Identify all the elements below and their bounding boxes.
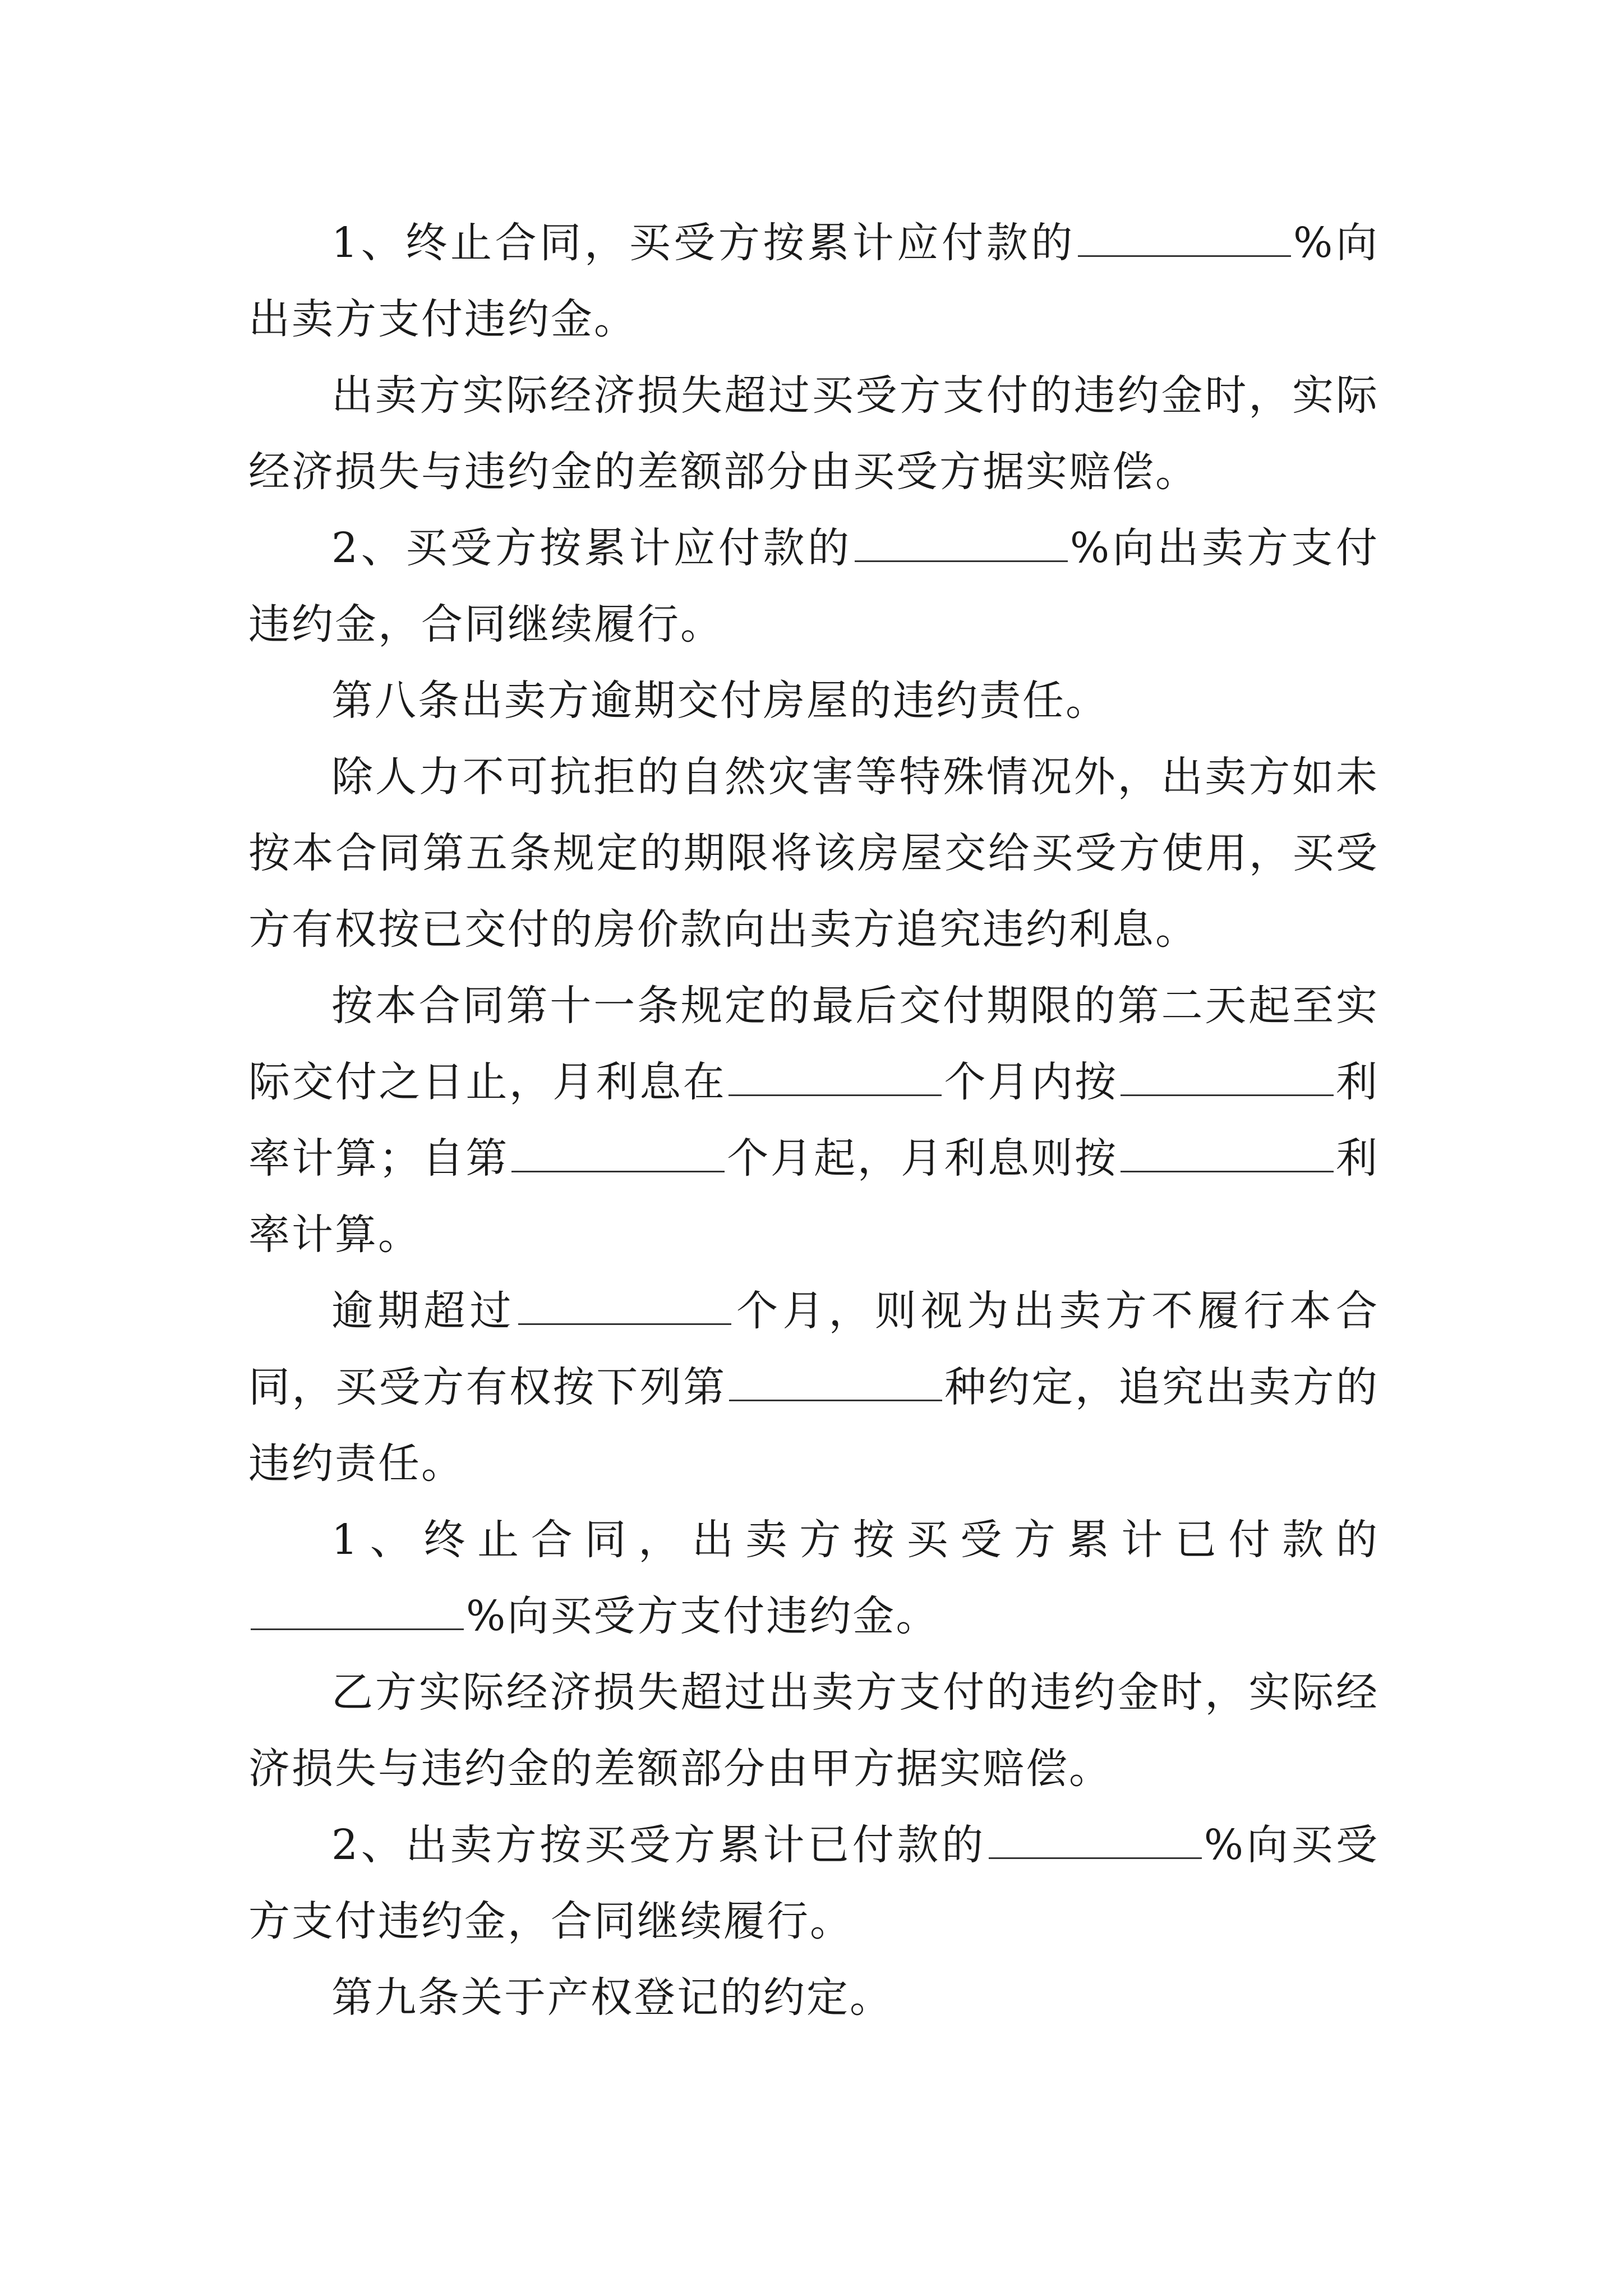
text-segment: 利率计算；自第	[248, 1058, 1380, 1182]
paragraph-9	[248, 1654, 1379, 1807]
text-segment: 除人力不可抗拒的自然灾害等特殊情况外，出卖方如未按本合同第五条规定的期限将该房屋交给买受方使用，买受方有权按已交付的房价款向出卖方追究违约利息。	[248, 753, 1379, 954]
text-segment: 逾期超过	[331, 1287, 516, 1335]
text-segment: %向出卖方支付违约金，合同继续履行。	[248, 524, 1379, 648]
fill-in-blank[interactable]	[989, 1824, 1202, 1859]
paragraph-7	[248, 1273, 1379, 1502]
fill-in-blank[interactable]	[729, 1366, 942, 1401]
text-segment: %向买受方支付违约金，合同继续履行。	[248, 1821, 1379, 1945]
text-segment: 2、出卖方按买受方累计已付款的	[331, 1821, 986, 1869]
article-8-heading	[248, 662, 1379, 739]
paragraph-8	[248, 1502, 1379, 1654]
fill-in-blank[interactable]	[511, 1137, 725, 1172]
text-segment: 个月内按	[944, 1058, 1118, 1106]
fill-in-blank[interactable]	[518, 1290, 731, 1325]
text-segment: 乙方实际经济损失超过出卖方支付的违约金时，实际经济损失与违约金的差额部分由甲方据实赔偿。	[248, 1668, 1379, 1793]
paragraph-5	[248, 739, 1379, 968]
text-segment: %向出卖方支付违约金。	[248, 219, 1379, 343]
paragraph-1	[248, 205, 1379, 357]
fill-in-blank[interactable]	[1121, 1137, 1334, 1172]
text-segment: 1、终止合同，买受方按累计应付款的	[331, 219, 1076, 267]
text-segment: 个月起，月利息则按	[726, 1134, 1118, 1182]
text-segment: 个月，则视为出卖方不履行本合同，买受方有权按下列第	[248, 1287, 1379, 1411]
paragraph-10	[248, 1807, 1379, 1959]
text-segment: 按本合同第十一条规定的最后交付期限的第二天起至实际交付之日止，月利息在	[248, 982, 1379, 1106]
paragraph-3	[248, 510, 1379, 662]
text-segment: 出卖方实际经济损失超过买受方支付的违约金时，实际经济损失与违约金的差额部分由买受方据实赔偿。	[248, 371, 1379, 496]
article-9-heading	[248, 1959, 1379, 2036]
fill-in-blank[interactable]	[1078, 222, 1291, 257]
text-segment: 种约定，追究出卖方的违约责任。	[248, 1363, 1380, 1488]
fill-in-blank[interactable]	[728, 1061, 942, 1096]
paragraph-2	[248, 357, 1379, 510]
fill-in-blank[interactable]	[251, 1595, 464, 1630]
fill-in-blank[interactable]	[1121, 1061, 1334, 1096]
text-segment: %向买受方支付违约金。	[466, 1592, 939, 1640]
fill-in-blank[interactable]	[855, 527, 1068, 562]
text-segment: 2、买受方按累计应付款的	[331, 524, 852, 572]
document-page	[248, 205, 1379, 2036]
text-segment: 第九条关于产权登记的约定。	[331, 1973, 893, 2022]
text-segment: 1、终止合同，出卖方按买受方累计已付款的	[331, 1516, 1379, 1564]
paragraph-6	[248, 968, 1379, 1273]
text-segment: 第八条出卖方逾期交付房屋的违约责任。	[331, 677, 1109, 725]
text-segment: 利率计算。	[248, 1134, 1380, 1259]
